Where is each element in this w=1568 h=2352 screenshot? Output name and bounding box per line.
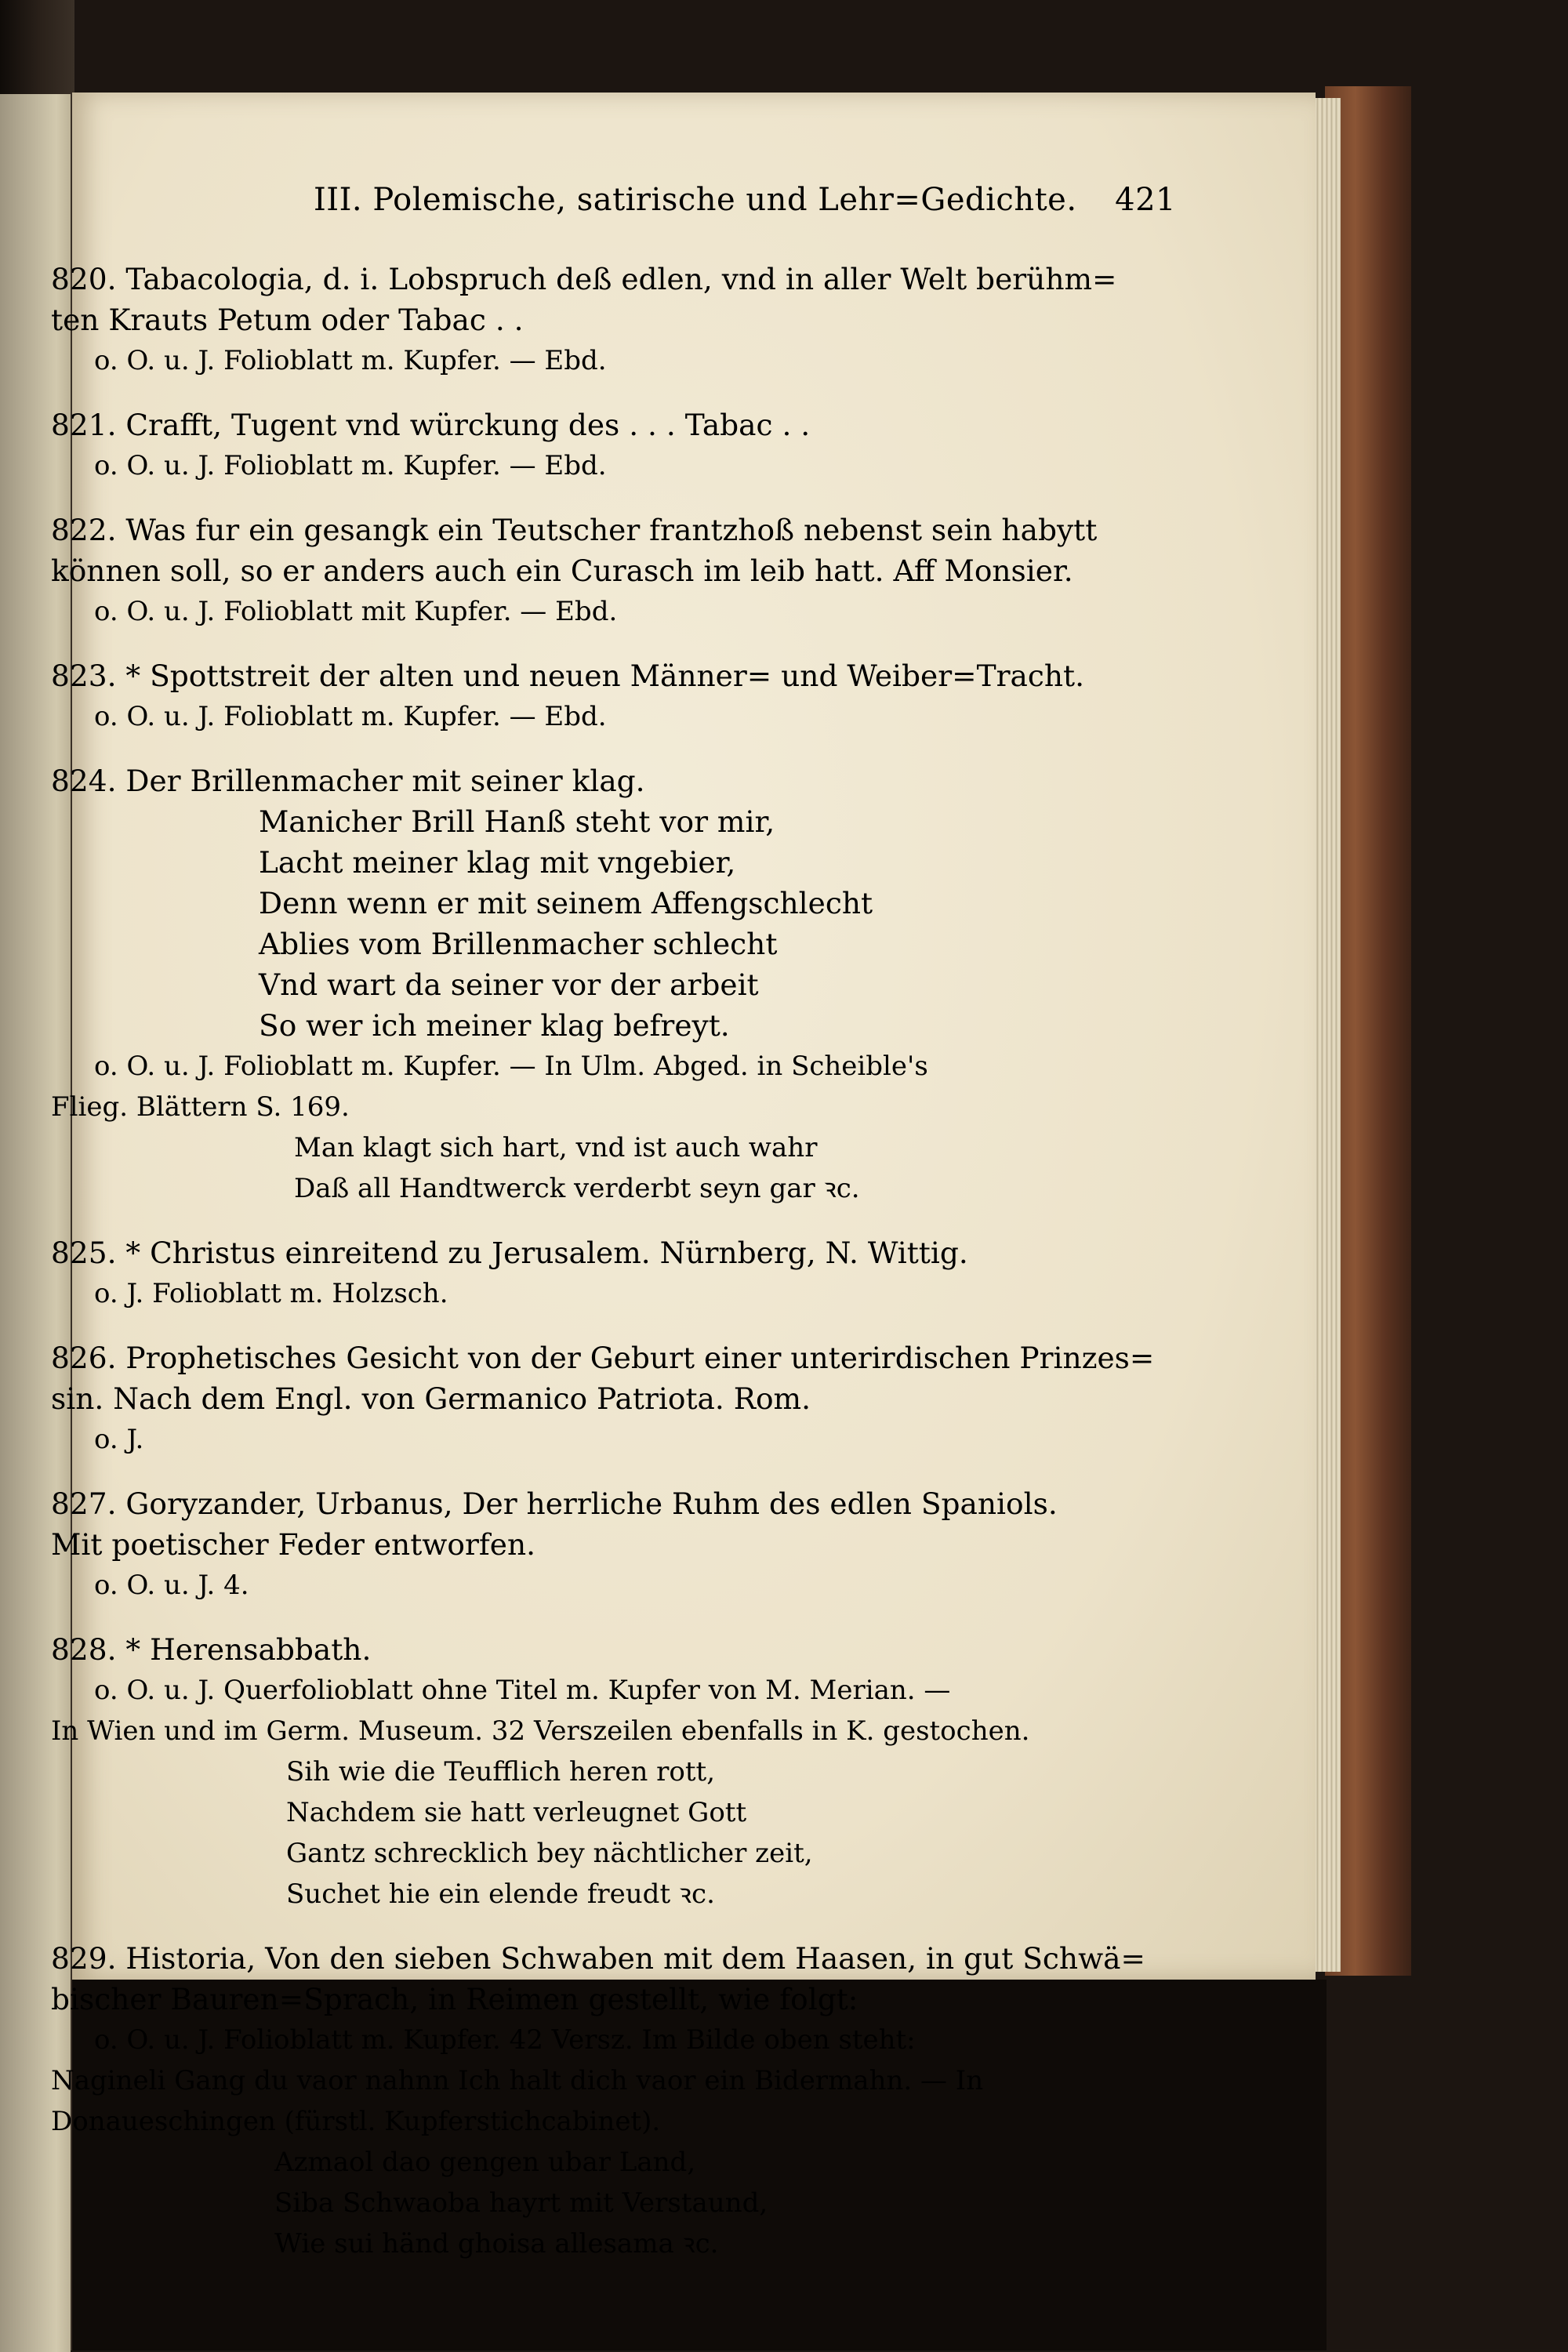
entry-line: können soll, so er anders auch ein Curasch im leib hatt. Aff Monsier. <box>51 554 1073 588</box>
entry-line: 828. * Herensabbath. <box>51 1632 372 1667</box>
entry-source: o. O. u. J. Folioblatt m. Kupfer. — Ebd. <box>94 450 607 481</box>
entry-source: o. O. u. J. Querfolioblatt ohne Titel m. Kupfer von M. Merian. — <box>94 1675 951 1706</box>
quote-line: Sih wie die Teufflich heren rott, <box>286 1756 716 1788</box>
entry-822 <box>51 510 1184 632</box>
quote-line: Suchet hie ein elende freudt ꝛc. <box>286 1878 715 1910</box>
entry-source: o. O. u. J. Folioblatt m. Kupfer. 42 Versz. Im Bilde oben steht: <box>94 2024 916 2056</box>
entry-line: 824. Der Brillenmacher mit seiner klag. <box>51 764 645 798</box>
entry-source: o. O. u. J. Folioblatt mit Kupfer. — Ebd. <box>94 596 618 627</box>
entry-source: Donaueschingen (fürstl. Kupferstichcabinet). <box>51 2106 661 2137</box>
verse-line: Ablies vom Brillenmacher schlecht <box>259 927 778 961</box>
verse-line: Lacht meiner klag mit vngebier, <box>259 845 736 880</box>
entry-line: 820. Tabacologia, d. i. Lobspruch deß edlen, vnd in aller Welt berühm= <box>51 262 1117 296</box>
entry-source: Flieg. Blättern S. 169. <box>51 1091 350 1123</box>
entry-source: Nagineli Gang du vaor nahnn Ich halt dich vaor ein Bidermahn. — In <box>51 2065 984 2096</box>
quote-line: Gantz schrecklich bey nächtlicher zeit, <box>286 1838 813 1869</box>
entry-823 <box>51 655 1184 737</box>
entry-821 <box>51 405 1184 486</box>
quote-line: Azmaol dao gengen ubar Land, <box>274 2147 696 2178</box>
quote-line: Wie sui händ ghoisa allesama ꝛc. <box>274 2228 719 2259</box>
entry-827 <box>51 1483 1184 1606</box>
entry-source: o. O. u. J. Folioblatt m. Kupfer. — In Ulm. Abged. in Scheible's <box>94 1051 928 1082</box>
entry-line: ten Krauts Petum oder Tabac . . <box>51 303 524 337</box>
entry-820 <box>51 259 1184 381</box>
entry-824 <box>51 760 1184 1209</box>
entry-line: sin. Nach dem Engl. von Germanico Patriota. Rom. <box>51 1381 811 1416</box>
entry-line: 827. Goryzander, Urbanus, Der herrliche Ruhm des edlen Spaniols. <box>51 1486 1058 1521</box>
verse-line: Vnd wart da seiner vor der arbeit <box>259 967 759 1002</box>
page-content <box>51 259 1184 2288</box>
running-title: III. Polemische, satirische und Lehr=Gedichte. <box>314 182 1077 218</box>
entry-source: o. O. u. J. 4. <box>94 1570 249 1601</box>
entry-source: o. J. <box>94 1424 144 1455</box>
entry-line: 821. Crafft, Tugent vnd würckung des . . . Tabac . . <box>51 408 811 442</box>
entry-source: o. O. u. J. Folioblatt m. Kupfer. — Ebd. <box>94 701 607 732</box>
entry-line: Mit poetischer Feder entworfen. <box>51 1527 536 1562</box>
entry-source: o. J. Folioblatt m. Holzsch. <box>94 1278 448 1309</box>
entry-line: 822. Was fur ein gesangk ein Teutscher frantzhoß nebenst sein habytt <box>51 513 1098 547</box>
entry-828 <box>51 1629 1184 1915</box>
entry-line: 823. * Spottstreit der alten und neuen Männer= und Weiber=Tracht. <box>51 659 1085 693</box>
quote-line: Nachdem sie hatt verleugnet Gott <box>286 1797 747 1828</box>
entry-825 <box>51 1232 1184 1314</box>
entry-826 <box>51 1338 1184 1460</box>
entry-line: 829. Historia, Von den sieben Schwaben mit dem Haasen, in gut Schwä= <box>51 1941 1145 1976</box>
running-header <box>314 182 1176 221</box>
entry-line: bischer Bauren=Sprach, in Reimen gestellt, wie folgt: <box>51 1982 858 2016</box>
entry-829 <box>51 1938 1184 2264</box>
entry-source: In Wien und im Germ. Museum. 32 Verszeilen ebenfalls in K. gestochen. <box>51 1715 1030 1747</box>
page-number: 421 <box>1115 182 1176 218</box>
quote-line: Man klagt sich hart, vnd ist auch wahr <box>294 1132 818 1163</box>
verse-line: So wer ich meiner klag befreyt. <box>259 1008 730 1043</box>
entry-line: 826. Prophetisches Gesicht von der Geburt einer unterirdischen Prinzes= <box>51 1341 1155 1375</box>
quote-line: Siba Schwaoba hayrt mit Verstaund, <box>274 2187 768 2219</box>
quote-line: Daß all Handtwerck verderbt seyn gar ꝛc. <box>294 1173 860 1204</box>
entry-source: o. O. u. J. Folioblatt m. Kupfer. — Ebd. <box>94 345 607 376</box>
entry-line: 825. * Christus einreitend zu Jerusalem. Nürnberg, N. Wittig. <box>51 1236 968 1270</box>
verse-line: Manicher Brill Hanß steht vor mir, <box>259 804 775 839</box>
verse-line: Denn wenn er mit seinem Affengschlecht <box>259 886 873 920</box>
